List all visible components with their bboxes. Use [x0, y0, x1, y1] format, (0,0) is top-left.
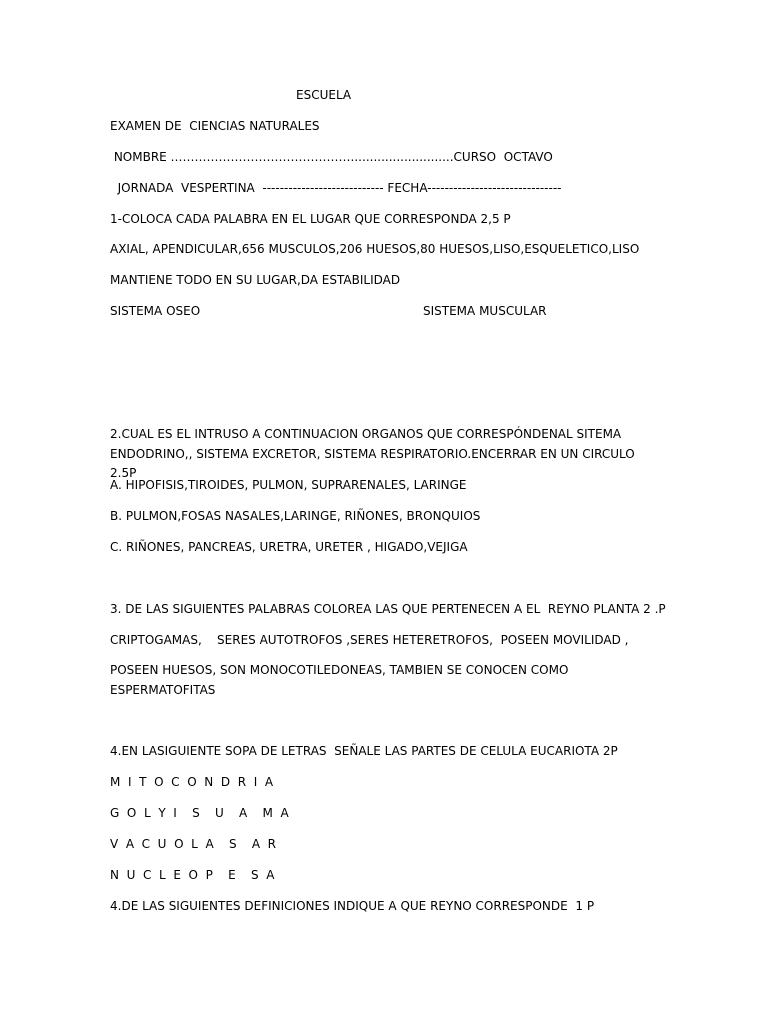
- exam-title: EXAMEN DE CIENCIAS NATURALES: [110, 119, 320, 133]
- name-course-line: NOMBRE ………………………………………...........................CURSO OCTAVO: [110, 150, 553, 164]
- column-heading-sistema-muscular: SISTEMA MUSCULAR: [423, 304, 547, 318]
- question-2-option-c: C. RIÑONES, PANCREAS, URETRA, URETER , HIGADO,VEJIGA: [110, 540, 468, 554]
- column-heading-sistema-oseo: SISTEMA OSEO: [110, 304, 201, 318]
- question-1-words-line-1: AXIAL, APENDICULAR,656 MUSCULOS,206 HUESOS,80 HUESOS,LISO,ESQUELETICO,LISO: [110, 242, 640, 256]
- question-3-prompt: 3. DE LAS SIGUIENTES PALABRAS COLOREA LAS QUE PERTENECEN A EL REYNO PLANTA 2 .P: [110, 602, 666, 616]
- question-2-option-a: A. HIPOFISIS,TIROIDES, PULMON, SUPRARENALES, LARINGE: [110, 478, 467, 492]
- word-search-row-3: V A C U O L A S A R: [110, 837, 277, 851]
- word-search-row-2: G O L Y I S U A M A: [110, 806, 289, 820]
- question-3-words-line-1: CRIPTOGAMAS, SERES AUTOTROFOS ,SERES HETERETROFOS, POSEEN MOVILIDAD ,: [110, 633, 629, 647]
- question-2-prompt: 2.CUAL ES EL INTRUSO A CONTINUACION ORGANOS QUE CORRESPÓNDENAL SITEMA ENDODRINO,, SISTEMA EXCRETOR, SISTEMA RESPIRATORIO.ENCERRAR EN UN CIRCULO 2.5P: [110, 427, 635, 480]
- word-search-row-4: N U C L E O P E S A: [110, 868, 275, 882]
- question-5-prompt: 4.DE LAS SIGUIENTES DEFINICIONES INDIQUE A QUE REYNO CORRESPONDE 1 P: [110, 899, 595, 913]
- school-heading: ESCUELA: [296, 88, 352, 102]
- question-4-prompt: 4.EN LASIGUIENTE SOPA DE LETRAS SEÑALE LAS PARTES DE CELULA EUCARIOTA 2P: [110, 744, 618, 758]
- word-search-row-1: M I T O C O N D R I A: [110, 775, 274, 789]
- question-3-words-line-2: POSEEN HUESOS, SON MONOCOTILEDONEAS, TAMBIEN SE CONOCEN COMO ESPERMATOFITAS: [110, 663, 569, 697]
- question-2-option-b: B. PULMON,FOSAS NASALES,LARINGE, RIÑONES, BRONQUIOS: [110, 509, 481, 523]
- question-1-words-line-2: MANTIENE TODO EN SU LUGAR,DA ESTABILIDAD: [110, 273, 401, 287]
- schedule-date-line: JORNADA VESPERTINA ---------------------------- FECHA-------------------------------: [110, 181, 562, 195]
- question-1-prompt: 1-COLOCA CADA PALABRA EN EL LUGAR QUE CORRESPONDA 2,5 P: [110, 212, 511, 226]
